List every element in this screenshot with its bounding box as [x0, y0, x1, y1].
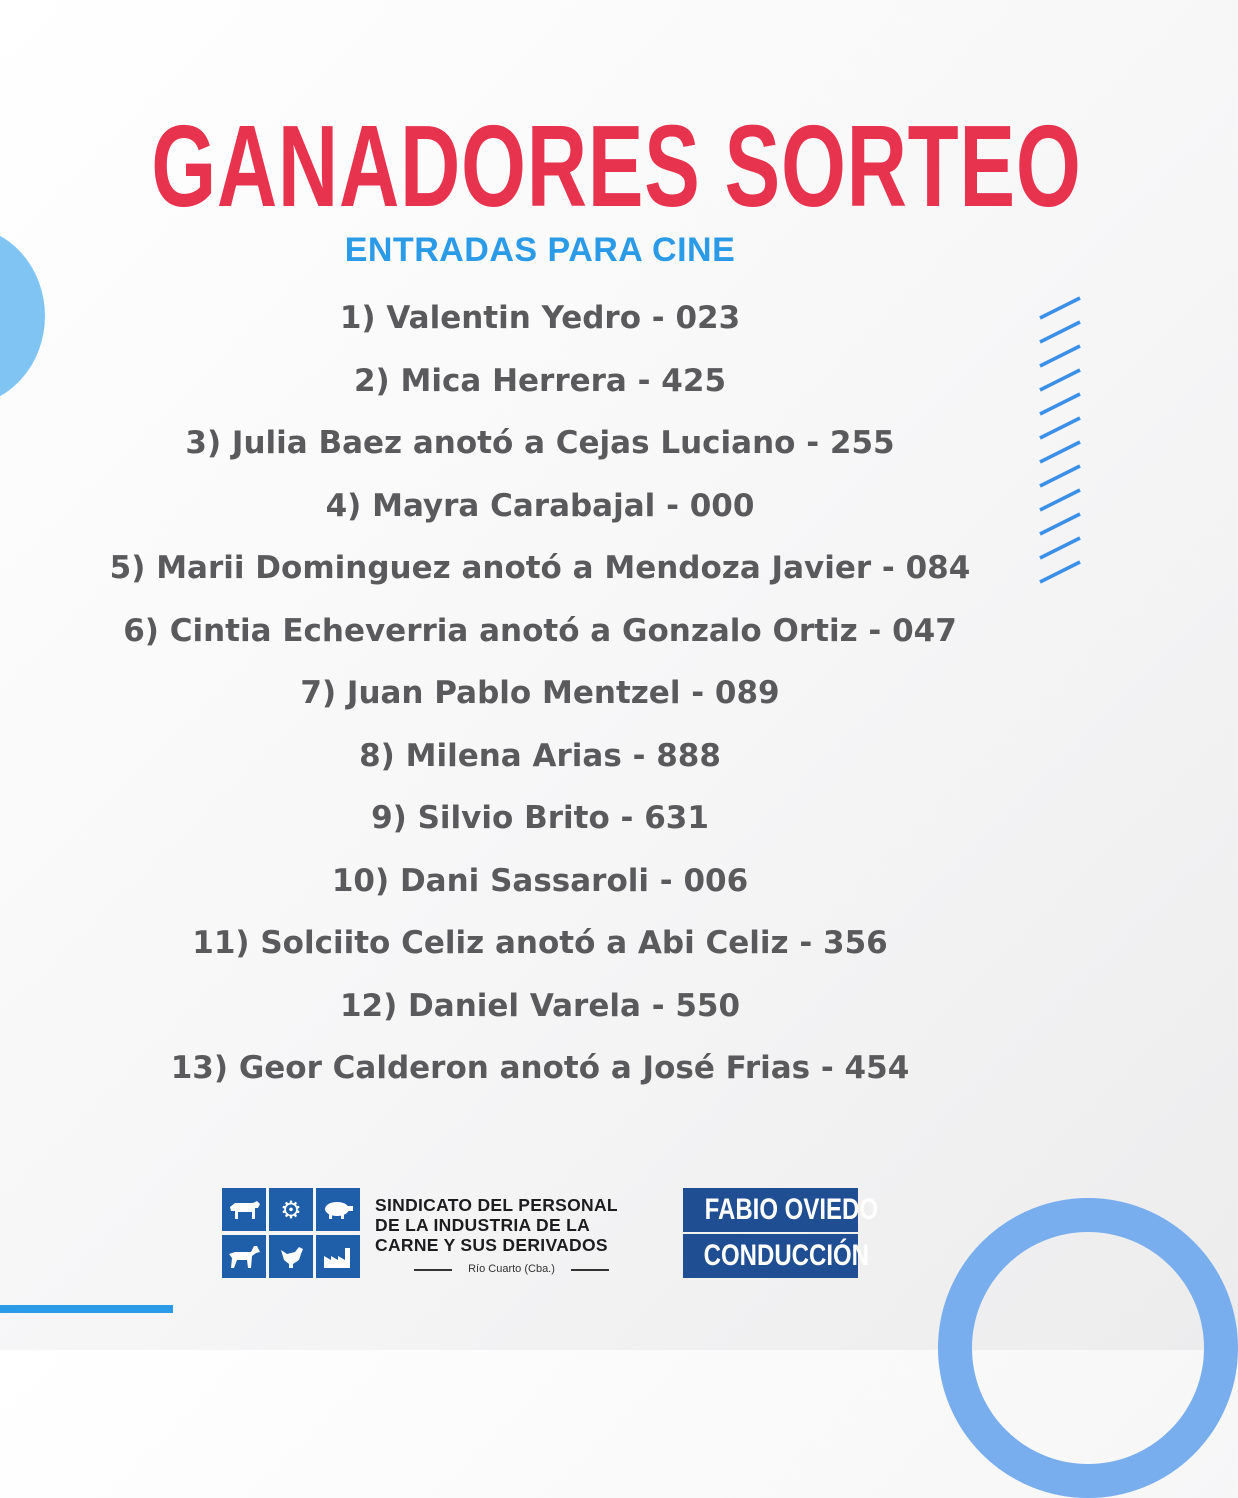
- winner-item: 8) Milena Arias - 888: [359, 737, 721, 774]
- winner-item: 5) Marii Dominguez anotó a Mendoza Javier - 084: [109, 550, 971, 586]
- winner-item: 12) Daniel Varela - 550: [339, 987, 741, 1024]
- horse-icon: [222, 1235, 266, 1278]
- winner-item: 6) Cintia Echeverria anotó a Gonzalo Ortiz - 047: [123, 612, 957, 649]
- union-logo: [222, 1188, 360, 1278]
- cow-icon: [222, 1188, 266, 1231]
- winner-item: 2) Mica Herrera - 425: [353, 362, 727, 399]
- winner-item: 13) Geor Calderon anotó a José Frias - 454: [170, 1050, 910, 1086]
- winner-item: 1) Valentin Yedro - 023: [339, 300, 741, 336]
- factory-icon: [316, 1235, 360, 1278]
- union-city: [414, 1260, 609, 1278]
- divider: [571, 1269, 609, 1271]
- winner-item: 7) Juan Pablo Mentzel - 089: [300, 675, 780, 711]
- union-name-line: DE LA INDUSTRIA DE LA: [375, 1215, 591, 1235]
- union-name: [375, 1195, 665, 1255]
- decorative-bar-bottom-left: [0, 1305, 173, 1313]
- decorative-arc-bottom-right: [938, 1198, 1238, 1498]
- page-title: GANADORES SORTEO: [151, 101, 1082, 231]
- page-subtitle: ENTRADAS PARA CINE: [344, 231, 736, 269]
- badge-name: [683, 1188, 879, 1232]
- gear-icon: ⚙: [269, 1188, 313, 1231]
- badge-role: [683, 1234, 870, 1278]
- city-label: Río Cuarto (Cba.): [468, 1263, 555, 1275]
- winner-item: 4) Mayra Carabajal - 000: [325, 487, 755, 524]
- union-name-line: CARNE Y SUS DERIVADOS: [375, 1235, 608, 1255]
- badge-name-text: FABIO OVIEDO: [704, 1193, 879, 1226]
- winner-item: 11) Solciito Celiz anotó a Abi Celiz - 356: [192, 925, 888, 961]
- winner-item: 3) Julia Baez anotó a Cejas Luciano - 255: [185, 425, 895, 461]
- winner-item: 10) Dani Sassaroli - 006: [331, 862, 749, 899]
- union-name-line: SINDICATO DEL PERSONAL: [375, 1195, 618, 1215]
- winner-item: 9) Silvio Brito - 631: [371, 800, 709, 836]
- pig-icon: [316, 1188, 360, 1231]
- winners-list: [0, 292, 1080, 1105]
- badge-role-text: CONDUCCIÓN: [703, 1239, 870, 1272]
- chicken-icon: [269, 1235, 313, 1278]
